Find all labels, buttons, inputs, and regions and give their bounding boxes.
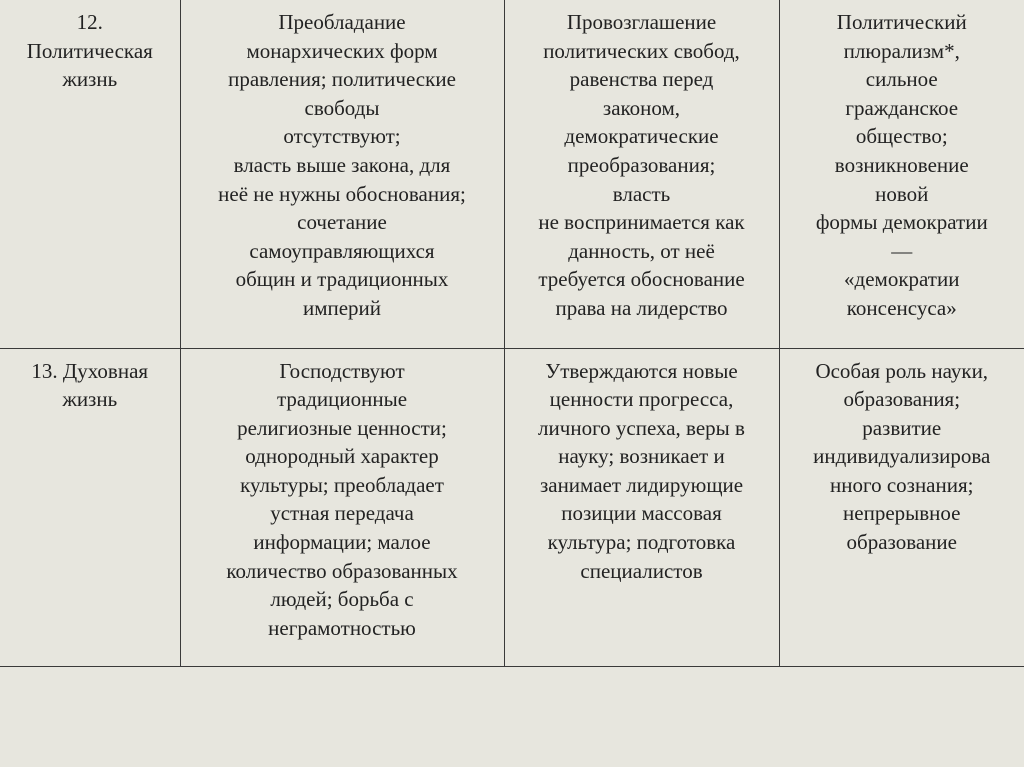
row-label: 12. Политическая жизнь (26, 10, 153, 92)
table-cell (180, 348, 504, 666)
table-cell (779, 0, 1024, 348)
row-label: 13. Духовная жизнь (31, 358, 149, 412)
table-cell (504, 0, 779, 348)
cell-text: Преобладание монархических форм правления; политические свободы отсутствуют; власть выше закона, для неё не нужны обоснования; сочетание самоуправляющихся общин и традиционных империй (218, 10, 466, 320)
cell-text: Политический плюрализм*, сильное гражданское общество; возникновение новой формы демократии — «демократии консенсуса» (815, 10, 988, 320)
table-cell (504, 348, 779, 666)
table-row (0, 0, 1024, 348)
cell-text: Особая роль науки, образования; развитие индивидуализирова нного сознания; непрерывное образование (813, 358, 991, 555)
table-row (0, 348, 1024, 666)
cell-text: Господствуют традиционные религиозные ценности; однородный характер культуры; преобладает устная передача информации; малое количество образованных людей; борьба с неграмотностью (226, 358, 458, 640)
table-cell (180, 0, 504, 348)
row-label-cell (0, 0, 180, 348)
row-label-cell (0, 348, 180, 666)
table-cell (779, 348, 1024, 666)
cell-text: Провозглашение политических свобод, равенства перед законом, демократические преобразования; власть не воспринимается как данность, от неё требуется обоснование права на лидерство (538, 10, 745, 320)
cell-text: Утверждаются новые ценности прогресса, личного успеха, веры в науку; возникает и занимает лидирующие позиции массовая культура; подготовка специалистов (538, 358, 745, 583)
